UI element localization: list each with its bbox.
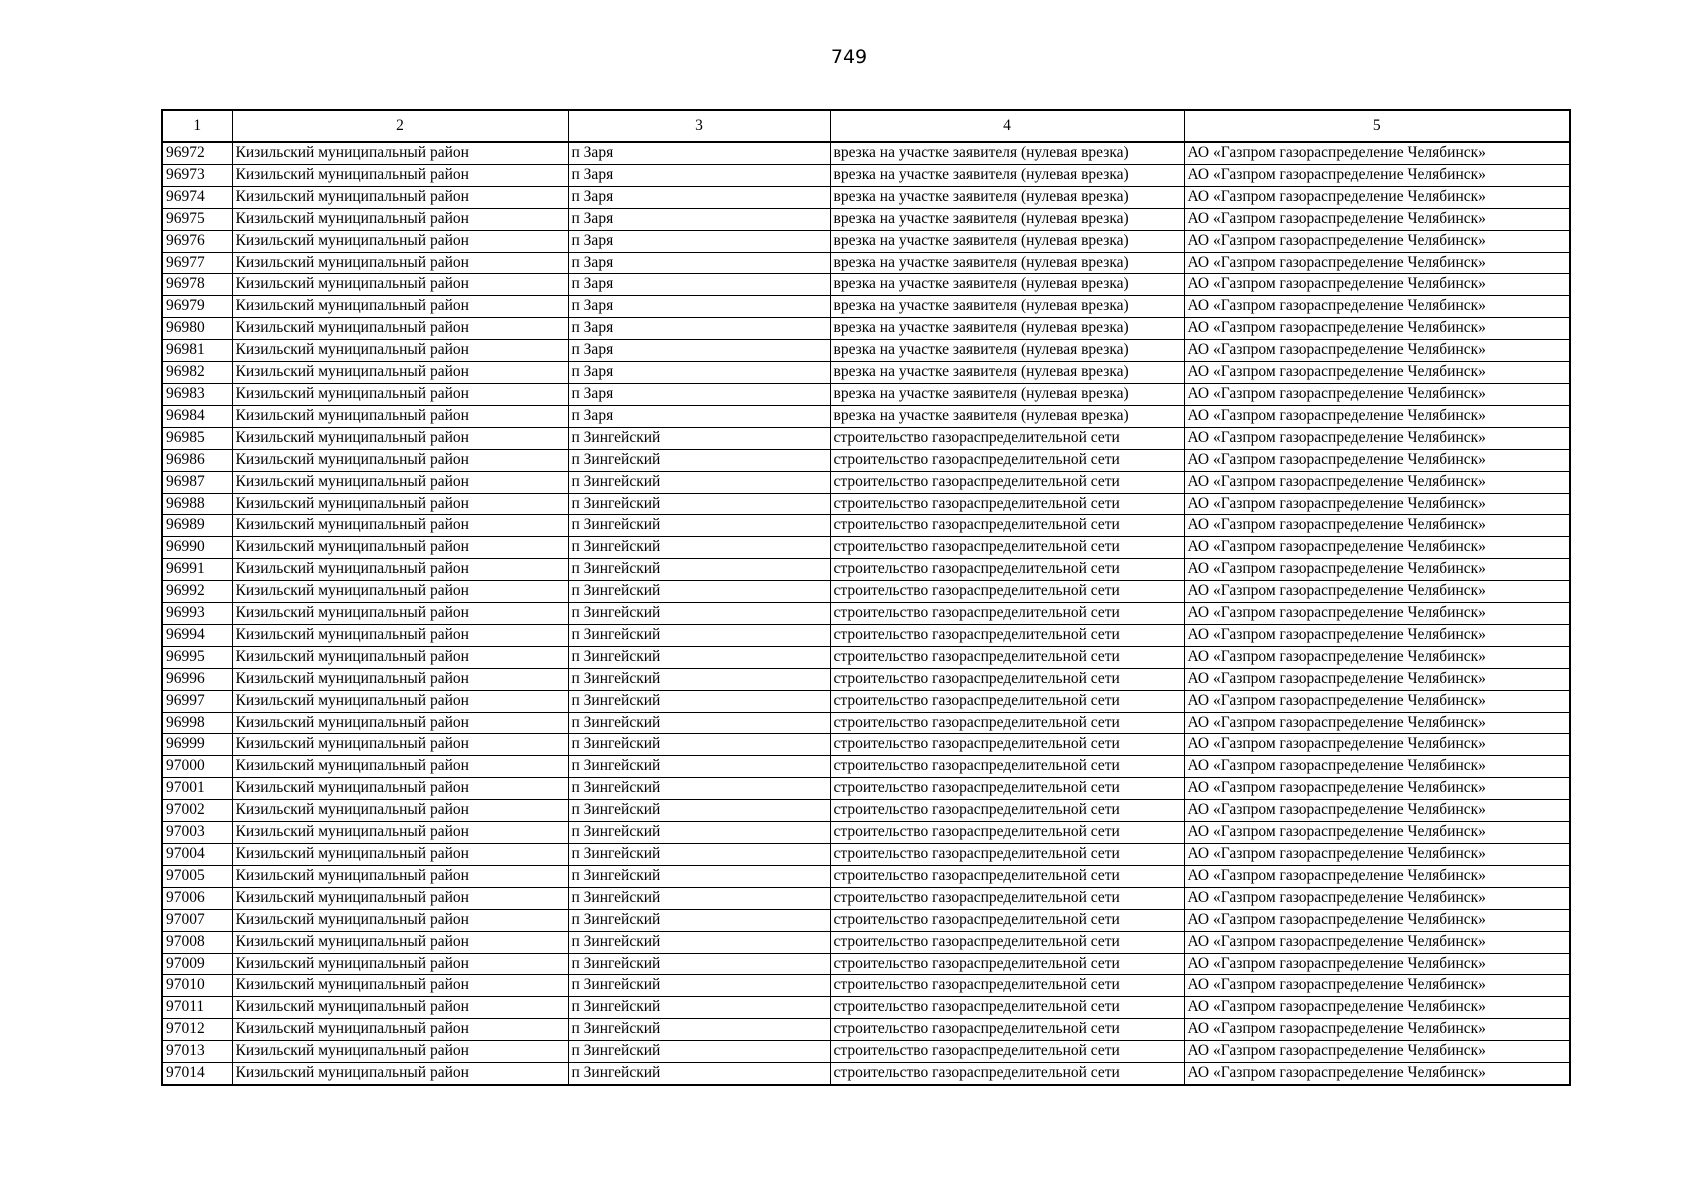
row-number-cell: 96987 bbox=[162, 471, 232, 493]
table-row bbox=[162, 340, 1570, 362]
work-type-cell: врезка на участке заявителя (нулевая врезка) bbox=[830, 296, 1184, 318]
row-number-cell: 96982 bbox=[162, 362, 232, 384]
work-type-cell: строительство газораспределительной сети bbox=[830, 844, 1184, 866]
row-number-cell: 96994 bbox=[162, 624, 232, 646]
settlement-cell: п Зингейский bbox=[568, 427, 830, 449]
table-row bbox=[162, 822, 1570, 844]
row-number-cell: 96972 bbox=[162, 142, 232, 164]
settlement-cell: п Заря bbox=[568, 362, 830, 384]
row-number-cell: 97008 bbox=[162, 931, 232, 953]
organization-cell: АО «Газпром газораспределение Челябинск» bbox=[1184, 734, 1570, 756]
table-row bbox=[162, 208, 1570, 230]
work-type-cell: строительство газораспределительной сети bbox=[830, 822, 1184, 844]
work-type-cell: строительство газораспределительной сети bbox=[830, 449, 1184, 471]
work-type-cell: строительство газораспределительной сети bbox=[830, 493, 1184, 515]
organization-cell: АО «Газпром газораспределение Челябинск» bbox=[1184, 340, 1570, 362]
row-number-cell: 97014 bbox=[162, 1063, 232, 1085]
settlement-cell: п Зингейский bbox=[568, 581, 830, 603]
table-row bbox=[162, 1041, 1570, 1063]
work-type-cell: врезка на участке заявителя (нулевая врезка) bbox=[830, 318, 1184, 340]
table-row bbox=[162, 953, 1570, 975]
organization-cell: АО «Газпром газораспределение Челябинск» bbox=[1184, 844, 1570, 866]
table-row bbox=[162, 537, 1570, 559]
row-number-cell: 96979 bbox=[162, 296, 232, 318]
organization-cell: АО «Газпром газораспределение Челябинск» bbox=[1184, 559, 1570, 581]
district-cell: Кизильский муниципальный район bbox=[232, 208, 568, 230]
header-cell: 1 bbox=[162, 110, 232, 142]
district-cell: Кизильский муниципальный район bbox=[232, 559, 568, 581]
organization-cell: АО «Газпром газораспределение Челябинск» bbox=[1184, 471, 1570, 493]
table-row bbox=[162, 1063, 1570, 1085]
table-row bbox=[162, 230, 1570, 252]
table-row bbox=[162, 405, 1570, 427]
row-number-cell: 97013 bbox=[162, 1041, 232, 1063]
district-cell: Кизильский муниципальный район bbox=[232, 624, 568, 646]
table-row bbox=[162, 865, 1570, 887]
row-number-cell: 96998 bbox=[162, 712, 232, 734]
settlement-cell: п Заря bbox=[568, 296, 830, 318]
district-cell: Кизильский муниципальный район bbox=[232, 800, 568, 822]
table-row bbox=[162, 800, 1570, 822]
table-row bbox=[162, 756, 1570, 778]
row-number-cell: 96976 bbox=[162, 230, 232, 252]
work-type-cell: строительство газораспределительной сети bbox=[830, 887, 1184, 909]
settlement-cell: п Зингейский bbox=[568, 603, 830, 625]
row-number-cell: 96999 bbox=[162, 734, 232, 756]
work-type-cell: строительство газораспределительной сети bbox=[830, 515, 1184, 537]
table-row bbox=[162, 142, 1570, 164]
row-number-cell: 96983 bbox=[162, 383, 232, 405]
table-row bbox=[162, 646, 1570, 668]
organization-cell: АО «Газпром газораспределение Челябинск» bbox=[1184, 953, 1570, 975]
table-row bbox=[162, 362, 1570, 384]
organization-cell: АО «Газпром газораспределение Челябинск» bbox=[1184, 515, 1570, 537]
work-type-cell: строительство газораспределительной сети bbox=[830, 1019, 1184, 1041]
district-cell: Кизильский муниципальный район bbox=[232, 997, 568, 1019]
district-cell: Кизильский муниципальный район bbox=[232, 646, 568, 668]
work-type-cell: врезка на участке заявителя (нулевая врезка) bbox=[830, 142, 1184, 164]
settlement-cell: п Заря bbox=[568, 208, 830, 230]
settlement-cell: п Заря bbox=[568, 318, 830, 340]
table-row bbox=[162, 449, 1570, 471]
organization-cell: АО «Газпром газораспределение Челябинск» bbox=[1184, 1041, 1570, 1063]
settlement-cell: п Зингейский bbox=[568, 668, 830, 690]
organization-cell: АО «Газпром газораспределение Челябинск» bbox=[1184, 778, 1570, 800]
organization-cell: АО «Газпром газораспределение Челябинск» bbox=[1184, 690, 1570, 712]
organization-cell: АО «Газпром газораспределение Челябинск» bbox=[1184, 383, 1570, 405]
table-row bbox=[162, 668, 1570, 690]
row-number-cell: 97001 bbox=[162, 778, 232, 800]
district-cell: Кизильский муниципальный район bbox=[232, 1063, 568, 1085]
organization-cell: АО «Газпром газораспределение Челябинск» bbox=[1184, 296, 1570, 318]
work-type-cell: строительство газораспределительной сети bbox=[830, 1063, 1184, 1085]
table-row bbox=[162, 734, 1570, 756]
row-number-cell: 96977 bbox=[162, 252, 232, 274]
organization-cell: АО «Газпром газораспределение Челябинск» bbox=[1184, 142, 1570, 164]
work-type-cell: строительство газораспределительной сети bbox=[830, 559, 1184, 581]
header-cell: 2 bbox=[232, 110, 568, 142]
work-type-cell: строительство газораспределительной сети bbox=[830, 712, 1184, 734]
district-cell: Кизильский муниципальный район bbox=[232, 909, 568, 931]
organization-cell: АО «Газпром газораспределение Челябинск» bbox=[1184, 997, 1570, 1019]
organization-cell: АО «Газпром газораспределение Челябинск» bbox=[1184, 1063, 1570, 1085]
organization-cell: АО «Газпром газораспределение Челябинск» bbox=[1184, 537, 1570, 559]
work-type-cell: строительство газораспределительной сети bbox=[830, 953, 1184, 975]
district-cell: Кизильский муниципальный район bbox=[232, 887, 568, 909]
row-number-cell: 96989 bbox=[162, 515, 232, 537]
district-cell: Кизильский муниципальный район bbox=[232, 164, 568, 186]
row-number-cell: 96988 bbox=[162, 493, 232, 515]
district-cell: Кизильский муниципальный район bbox=[232, 822, 568, 844]
district-cell: Кизильский муниципальный район bbox=[232, 362, 568, 384]
work-type-cell: строительство газораспределительной сети bbox=[830, 646, 1184, 668]
organization-cell: АО «Газпром газораспределение Челябинск» bbox=[1184, 800, 1570, 822]
work-type-cell: строительство газораспределительной сети bbox=[830, 581, 1184, 603]
table-row bbox=[162, 252, 1570, 274]
row-number-cell: 97012 bbox=[162, 1019, 232, 1041]
district-cell: Кизильский муниципальный район bbox=[232, 844, 568, 866]
organization-cell: АО «Газпром газораспределение Челябинск» bbox=[1184, 909, 1570, 931]
work-type-cell: строительство газораспределительной сети bbox=[830, 778, 1184, 800]
row-number-cell: 96980 bbox=[162, 318, 232, 340]
district-cell: Кизильский муниципальный район bbox=[232, 975, 568, 997]
district-cell: Кизильский муниципальный район bbox=[232, 383, 568, 405]
settlement-cell: п Зингейский bbox=[568, 997, 830, 1019]
district-cell: Кизильский муниципальный район bbox=[232, 778, 568, 800]
table-body bbox=[162, 142, 1570, 1085]
district-cell: Кизильский муниципальный район bbox=[232, 449, 568, 471]
organization-cell: АО «Газпром газораспределение Челябинск» bbox=[1184, 931, 1570, 953]
district-cell: Кизильский муниципальный район bbox=[232, 865, 568, 887]
row-number-cell: 97011 bbox=[162, 997, 232, 1019]
settlement-cell: п Зингейский bbox=[568, 1063, 830, 1085]
organization-cell: АО «Газпром газораспределение Челябинск» bbox=[1184, 712, 1570, 734]
work-type-cell: строительство газораспределительной сети bbox=[830, 865, 1184, 887]
work-type-cell: строительство газораспределительной сети bbox=[830, 800, 1184, 822]
row-number-cell: 97009 bbox=[162, 953, 232, 975]
settlement-cell: п Заря bbox=[568, 186, 830, 208]
table-row bbox=[162, 690, 1570, 712]
header-row bbox=[162, 110, 1570, 142]
settlement-cell: п Заря bbox=[568, 340, 830, 362]
row-number-cell: 96992 bbox=[162, 581, 232, 603]
table-row bbox=[162, 778, 1570, 800]
district-cell: Кизильский муниципальный район bbox=[232, 668, 568, 690]
settlement-cell: п Заря bbox=[568, 274, 830, 296]
district-cell: Кизильский муниципальный район bbox=[232, 340, 568, 362]
header-cell: 3 bbox=[568, 110, 830, 142]
settlement-cell: п Зингейский bbox=[568, 756, 830, 778]
settlement-cell: п Зингейский bbox=[568, 646, 830, 668]
table-row bbox=[162, 296, 1570, 318]
work-type-cell: строительство газораспределительной сети bbox=[830, 734, 1184, 756]
work-type-cell: строительство газораспределительной сети bbox=[830, 1041, 1184, 1063]
header-cell: 4 bbox=[830, 110, 1184, 142]
row-number-cell: 96985 bbox=[162, 427, 232, 449]
table-row bbox=[162, 515, 1570, 537]
district-cell: Кизильский муниципальный район bbox=[232, 603, 568, 625]
district-cell: Кизильский муниципальный район bbox=[232, 515, 568, 537]
work-type-cell: врезка на участке заявителя (нулевая врезка) bbox=[830, 208, 1184, 230]
row-number-cell: 96973 bbox=[162, 164, 232, 186]
table-row bbox=[162, 559, 1570, 581]
work-type-cell: строительство газораспределительной сети bbox=[830, 603, 1184, 625]
settlement-cell: п Заря bbox=[568, 230, 830, 252]
organization-cell: АО «Газпром газораспределение Челябинск» bbox=[1184, 318, 1570, 340]
work-type-cell: строительство газораспределительной сети bbox=[830, 931, 1184, 953]
settlement-cell: п Зингейский bbox=[568, 953, 830, 975]
header-cell: 5 bbox=[1184, 110, 1570, 142]
row-number-cell: 96975 bbox=[162, 208, 232, 230]
work-type-cell: строительство газораспределительной сети bbox=[830, 668, 1184, 690]
row-number-cell: 97004 bbox=[162, 844, 232, 866]
registry-table bbox=[161, 109, 1571, 1086]
table-row bbox=[162, 581, 1570, 603]
settlement-cell: п Зингейский bbox=[568, 800, 830, 822]
organization-cell: АО «Газпром газораспределение Челябинск» bbox=[1184, 668, 1570, 690]
district-cell: Кизильский муниципальный район bbox=[232, 274, 568, 296]
settlement-cell: п Зингейский bbox=[568, 624, 830, 646]
settlement-cell: п Зингейский bbox=[568, 712, 830, 734]
organization-cell: АО «Газпром газораспределение Челябинск» bbox=[1184, 405, 1570, 427]
work-type-cell: строительство газораспределительной сети bbox=[830, 756, 1184, 778]
organization-cell: АО «Газпром газораспределение Челябинск» bbox=[1184, 274, 1570, 296]
work-type-cell: строительство газораспределительной сети bbox=[830, 997, 1184, 1019]
work-type-cell: врезка на участке заявителя (нулевая врезка) bbox=[830, 274, 1184, 296]
settlement-cell: п Зингейский bbox=[568, 887, 830, 909]
organization-cell: АО «Газпром газораспределение Челябинск» bbox=[1184, 449, 1570, 471]
table-row bbox=[162, 975, 1570, 997]
settlement-cell: п Зингейский bbox=[568, 1019, 830, 1041]
table-row bbox=[162, 712, 1570, 734]
district-cell: Кизильский муниципальный район bbox=[232, 142, 568, 164]
district-cell: Кизильский муниципальный район bbox=[232, 1019, 568, 1041]
row-number-cell: 97003 bbox=[162, 822, 232, 844]
district-cell: Кизильский муниципальный район bbox=[232, 690, 568, 712]
organization-cell: АО «Газпром газораспределение Челябинск» bbox=[1184, 230, 1570, 252]
work-type-cell: строительство газораспределительной сети bbox=[830, 537, 1184, 559]
settlement-cell: п Зингейский bbox=[568, 449, 830, 471]
work-type-cell: строительство газораспределительной сети bbox=[830, 690, 1184, 712]
district-cell: Кизильский муниципальный район bbox=[232, 471, 568, 493]
organization-cell: АО «Газпром газораспределение Челябинск» bbox=[1184, 865, 1570, 887]
settlement-cell: п Зингейский bbox=[568, 690, 830, 712]
district-cell: Кизильский муниципальный район bbox=[232, 734, 568, 756]
work-type-cell: врезка на участке заявителя (нулевая врезка) bbox=[830, 252, 1184, 274]
district-cell: Кизильский муниципальный район bbox=[232, 581, 568, 603]
row-number-cell: 96981 bbox=[162, 340, 232, 362]
district-cell: Кизильский муниципальный район bbox=[232, 756, 568, 778]
table-row bbox=[162, 909, 1570, 931]
settlement-cell: п Зингейский bbox=[568, 822, 830, 844]
district-cell: Кизильский муниципальный район bbox=[232, 953, 568, 975]
table-row bbox=[162, 887, 1570, 909]
page-number: 749 bbox=[830, 46, 868, 68]
row-number-cell: 96990 bbox=[162, 537, 232, 559]
work-type-cell: врезка на участке заявителя (нулевая врезка) bbox=[830, 383, 1184, 405]
district-cell: Кизильский муниципальный район bbox=[232, 712, 568, 734]
organization-cell: АО «Газпром газораспределение Челябинск» bbox=[1184, 603, 1570, 625]
organization-cell: АО «Газпром газораспределение Челябинск» bbox=[1184, 646, 1570, 668]
work-type-cell: строительство газораспределительной сети bbox=[830, 909, 1184, 931]
row-number-cell: 96996 bbox=[162, 668, 232, 690]
work-type-cell: строительство газораспределительной сети bbox=[830, 975, 1184, 997]
row-number-cell: 96997 bbox=[162, 690, 232, 712]
district-cell: Кизильский муниципальный район bbox=[232, 230, 568, 252]
table-row bbox=[162, 427, 1570, 449]
settlement-cell: п Зингейский bbox=[568, 559, 830, 581]
work-type-cell: врезка на участке заявителя (нулевая врезка) bbox=[830, 340, 1184, 362]
table-row bbox=[162, 493, 1570, 515]
row-number-cell: 96993 bbox=[162, 603, 232, 625]
table-row bbox=[162, 931, 1570, 953]
table-row bbox=[162, 164, 1570, 186]
work-type-cell: врезка на участке заявителя (нулевая врезка) bbox=[830, 186, 1184, 208]
organization-cell: АО «Газпром газораспределение Челябинск» bbox=[1184, 252, 1570, 274]
district-cell: Кизильский муниципальный район bbox=[232, 1041, 568, 1063]
table-row bbox=[162, 383, 1570, 405]
settlement-cell: п Заря bbox=[568, 405, 830, 427]
table-row bbox=[162, 471, 1570, 493]
organization-cell: АО «Газпром газораспределение Челябинск» bbox=[1184, 975, 1570, 997]
table-row bbox=[162, 844, 1570, 866]
organization-cell: АО «Газпром газораспределение Челябинск» bbox=[1184, 427, 1570, 449]
organization-cell: АО «Газпром газораспределение Челябинск» bbox=[1184, 208, 1570, 230]
table-row bbox=[162, 603, 1570, 625]
organization-cell: АО «Газпром газораспределение Челябинск» bbox=[1184, 186, 1570, 208]
row-number-cell: 96995 bbox=[162, 646, 232, 668]
table-row bbox=[162, 624, 1570, 646]
row-number-cell: 97007 bbox=[162, 909, 232, 931]
organization-cell: АО «Газпром газораспределение Челябинск» bbox=[1184, 362, 1570, 384]
row-number-cell: 96984 bbox=[162, 405, 232, 427]
settlement-cell: п Заря bbox=[568, 142, 830, 164]
settlement-cell: п Зингейский bbox=[568, 471, 830, 493]
table-row bbox=[162, 318, 1570, 340]
work-type-cell: врезка на участке заявителя (нулевая врезка) bbox=[830, 405, 1184, 427]
district-cell: Кизильский муниципальный район bbox=[232, 252, 568, 274]
settlement-cell: п Зингейский bbox=[568, 1041, 830, 1063]
table-row bbox=[162, 186, 1570, 208]
settlement-cell: п Зингейский bbox=[568, 734, 830, 756]
table-row bbox=[162, 1019, 1570, 1041]
row-number-cell: 96986 bbox=[162, 449, 232, 471]
row-number-cell: 97006 bbox=[162, 887, 232, 909]
organization-cell: АО «Газпром газораспределение Челябинск» bbox=[1184, 581, 1570, 603]
settlement-cell: п Зингейский bbox=[568, 865, 830, 887]
work-type-cell: строительство газораспределительной сети bbox=[830, 624, 1184, 646]
district-cell: Кизильский муниципальный район bbox=[232, 405, 568, 427]
row-number-cell: 96978 bbox=[162, 274, 232, 296]
district-cell: Кизильский муниципальный район bbox=[232, 296, 568, 318]
organization-cell: АО «Газпром газораспределение Челябинск» bbox=[1184, 822, 1570, 844]
district-cell: Кизильский муниципальный район bbox=[232, 318, 568, 340]
organization-cell: АО «Газпром газораспределение Челябинск» bbox=[1184, 164, 1570, 186]
row-number-cell: 97000 bbox=[162, 756, 232, 778]
settlement-cell: п Зингейский bbox=[568, 909, 830, 931]
settlement-cell: п Зингейский bbox=[568, 844, 830, 866]
settlement-cell: п Зингейский bbox=[568, 931, 830, 953]
row-number-cell: 97005 bbox=[162, 865, 232, 887]
table-header bbox=[162, 110, 1570, 142]
organization-cell: АО «Газпром газораспределение Челябинск» bbox=[1184, 1019, 1570, 1041]
settlement-cell: п Зингейский bbox=[568, 537, 830, 559]
district-cell: Кизильский муниципальный район bbox=[232, 493, 568, 515]
settlement-cell: п Зингейский bbox=[568, 493, 830, 515]
settlement-cell: п Зингейский bbox=[568, 515, 830, 537]
table-row bbox=[162, 997, 1570, 1019]
district-cell: Кизильский муниципальный район bbox=[232, 427, 568, 449]
settlement-cell: п Зингейский bbox=[568, 778, 830, 800]
settlement-cell: п Заря bbox=[568, 252, 830, 274]
settlement-cell: п Заря bbox=[568, 383, 830, 405]
work-type-cell: врезка на участке заявителя (нулевая врезка) bbox=[830, 230, 1184, 252]
district-cell: Кизильский муниципальный район bbox=[232, 537, 568, 559]
organization-cell: АО «Газпром газораспределение Челябинск» bbox=[1184, 887, 1570, 909]
row-number-cell: 96974 bbox=[162, 186, 232, 208]
settlement-cell: п Зингейский bbox=[568, 975, 830, 997]
row-number-cell: 97002 bbox=[162, 800, 232, 822]
district-cell: Кизильский муниципальный район bbox=[232, 931, 568, 953]
work-type-cell: строительство газораспределительной сети bbox=[830, 471, 1184, 493]
organization-cell: АО «Газпром газораспределение Челябинск» bbox=[1184, 624, 1570, 646]
district-cell: Кизильский муниципальный район bbox=[232, 186, 568, 208]
work-type-cell: врезка на участке заявителя (нулевая врезка) bbox=[830, 362, 1184, 384]
work-type-cell: строительство газораспределительной сети bbox=[830, 427, 1184, 449]
settlement-cell: п Заря bbox=[568, 164, 830, 186]
organization-cell: АО «Газпром газораспределение Челябинск» bbox=[1184, 493, 1570, 515]
work-type-cell: врезка на участке заявителя (нулевая врезка) bbox=[830, 164, 1184, 186]
row-number-cell: 97010 bbox=[162, 975, 232, 997]
row-number-cell: 96991 bbox=[162, 559, 232, 581]
table-row bbox=[162, 274, 1570, 296]
organization-cell: АО «Газпром газораспределение Челябинск» bbox=[1184, 756, 1570, 778]
